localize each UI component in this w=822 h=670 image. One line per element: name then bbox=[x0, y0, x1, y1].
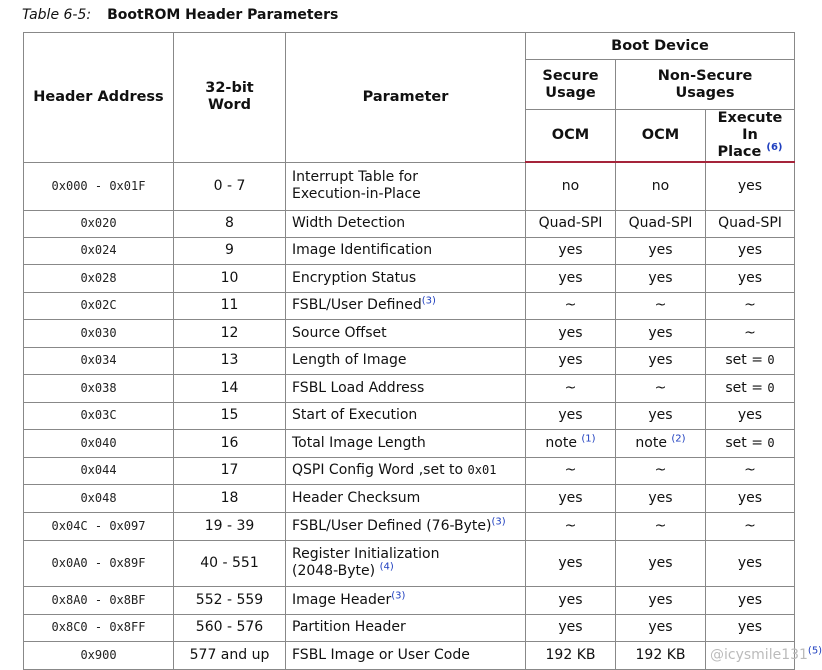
nonsecure-ocm-value: yes bbox=[648, 489, 673, 506]
table-header bbox=[24, 33, 795, 163]
secure-ocm-cell bbox=[526, 162, 616, 210]
nonsecure-ocm-value: Quad-SPI bbox=[628, 215, 693, 231]
parameter-text: Total Image Length bbox=[292, 434, 426, 451]
header-address-cell: 0x048 bbox=[24, 484, 174, 512]
header-address-cell: 0x020 bbox=[24, 210, 174, 237]
word-cell: 9 bbox=[174, 237, 286, 264]
xip-value-code: 0 bbox=[767, 380, 775, 395]
secure-ocm-value: ~ bbox=[564, 517, 577, 534]
table-title: BootROM Header Parameters bbox=[107, 7, 339, 23]
xip-footnote: (6) bbox=[766, 142, 783, 154]
parameter-text: Length of Image bbox=[292, 352, 407, 368]
parameter-cell bbox=[286, 292, 526, 319]
nonsecure-ocm-cell bbox=[616, 347, 706, 374]
xip-heading-line1: Execute In bbox=[717, 110, 783, 143]
xip-value: ~ bbox=[744, 462, 756, 478]
header-address-cell: 0x040 bbox=[24, 429, 174, 457]
header-address-cell: 0x028 bbox=[24, 264, 174, 292]
secure-ocm-value: ~ bbox=[564, 462, 577, 478]
word-cell: 19 - 39 bbox=[174, 512, 286, 540]
xip-cell bbox=[706, 264, 795, 292]
word-cell: 12 bbox=[174, 319, 286, 347]
xip-value: yes bbox=[737, 242, 763, 258]
nonsecure-ocm-value: ~ bbox=[654, 379, 667, 396]
secure-ocm-cell bbox=[526, 641, 616, 669]
parameter-text: Image Identification bbox=[292, 242, 433, 258]
header-address-cell: 0x02C bbox=[24, 292, 174, 319]
xip-value: yes bbox=[737, 489, 763, 506]
parameter-text: Encryption Status bbox=[292, 269, 417, 286]
parameter-cell bbox=[286, 586, 526, 614]
nonsecure-ocm-value: ~ bbox=[654, 517, 667, 534]
header-address-cell: 0x044 bbox=[24, 457, 174, 484]
parameter-cell bbox=[286, 429, 526, 457]
table-row bbox=[24, 429, 795, 457]
xip-cell bbox=[706, 237, 795, 264]
word-heading-line1: 32-bit bbox=[205, 80, 254, 97]
word-heading-line2: Word bbox=[208, 97, 251, 114]
word-cell: 11 bbox=[174, 292, 286, 319]
word-heading bbox=[174, 33, 286, 163]
table-row bbox=[24, 484, 795, 512]
secure-ocm-value: yes bbox=[558, 324, 583, 341]
xip-value: yes bbox=[737, 269, 763, 286]
nonsecure-ocm-value: yes bbox=[648, 242, 673, 258]
word-cell: 17 bbox=[174, 457, 286, 484]
nonsecure-ocm-footnote: (2) bbox=[671, 432, 686, 444]
table-row bbox=[24, 586, 795, 614]
nonsecure-ocm-value: no bbox=[651, 177, 670, 194]
secure-ocm-cell bbox=[526, 540, 616, 586]
secure-heading-line1: Secure bbox=[542, 67, 599, 84]
nonsecure-ocm-value: yes bbox=[648, 554, 673, 571]
secure-ocm-cell bbox=[526, 429, 616, 457]
parameter-cell bbox=[286, 162, 526, 210]
parameter-cell bbox=[286, 319, 526, 347]
table-row bbox=[24, 319, 795, 347]
secure-ocm-value: yes bbox=[558, 352, 583, 368]
nonsecure-ocm-value: ~ bbox=[654, 462, 667, 478]
nonsecure-ocm-cell bbox=[616, 264, 706, 292]
nonsecure-ocm-value: note bbox=[635, 434, 672, 451]
parameter-cell bbox=[286, 457, 526, 484]
parameter-footnote: (3) bbox=[491, 515, 506, 527]
secure-ocm-value: ~ bbox=[564, 379, 577, 396]
secure-ocm-value: yes bbox=[558, 269, 583, 286]
nonsecure-ocm-value: yes bbox=[648, 591, 673, 608]
xip-value: ~ bbox=[744, 517, 756, 534]
table-row bbox=[24, 210, 795, 237]
table-row bbox=[24, 457, 795, 484]
xip-value: yes bbox=[737, 554, 763, 571]
secure-ocm-cell bbox=[526, 319, 616, 347]
secure-ocm-cell bbox=[526, 512, 616, 540]
xip-value: ~ bbox=[744, 324, 756, 341]
boot-device-heading: Boot Device bbox=[526, 33, 795, 60]
table-row bbox=[24, 512, 795, 540]
nonsecure-heading-line2: Usages bbox=[675, 84, 735, 101]
xip-footnote: (5) bbox=[807, 644, 822, 656]
word-cell: 560 - 576 bbox=[174, 614, 286, 641]
parameter-text: Source Offset bbox=[292, 324, 387, 341]
xip-value: @icysmile131 bbox=[710, 646, 808, 663]
secure-ocm-cell bbox=[526, 264, 616, 292]
ocm-nonsecure-heading: OCM bbox=[616, 110, 706, 163]
xip-value: ~ bbox=[744, 297, 756, 313]
parameter-text: Start of Execution bbox=[292, 407, 418, 423]
table-body bbox=[24, 162, 822, 669]
parameter-text: Register Initialization bbox=[292, 546, 440, 562]
nonsecure-usages-heading bbox=[616, 60, 795, 110]
table-row bbox=[24, 402, 795, 429]
word-cell: 0 - 7 bbox=[174, 162, 286, 210]
secure-ocm-value: yes bbox=[558, 242, 583, 258]
nonsecure-ocm-cell bbox=[616, 586, 706, 614]
parameter-text-line2: Execution-in-Place bbox=[292, 186, 421, 202]
xip-value: yes bbox=[737, 407, 763, 423]
nonsecure-ocm-cell bbox=[616, 457, 706, 484]
table-number: Table 6-5: bbox=[22, 7, 92, 23]
secure-ocm-value: yes bbox=[558, 407, 583, 423]
secure-ocm-cell bbox=[526, 374, 616, 402]
secure-ocm-value: Quad-SPI bbox=[538, 215, 603, 231]
xip-cell bbox=[706, 210, 795, 237]
xip-value: set = bbox=[725, 352, 768, 368]
header-address-heading: Header Address bbox=[24, 33, 174, 163]
header-address-cell: 0x03C bbox=[24, 402, 174, 429]
secure-ocm-value: note bbox=[545, 434, 582, 451]
secure-usage-heading bbox=[526, 60, 616, 110]
nonsecure-ocm-value: yes bbox=[648, 619, 673, 635]
parameter-cell bbox=[286, 641, 526, 669]
table-row bbox=[24, 237, 795, 264]
nonsecure-ocm-cell bbox=[616, 374, 706, 402]
parameter-text: QSPI Config Word ,set to bbox=[292, 462, 468, 478]
nonsecure-ocm-cell bbox=[616, 429, 706, 457]
xip-value: Quad-SPI bbox=[718, 215, 782, 231]
word-cell: 14 bbox=[174, 374, 286, 402]
word-cell: 15 bbox=[174, 402, 286, 429]
parameter-heading: Parameter bbox=[286, 33, 526, 163]
parameter-cell bbox=[286, 540, 526, 586]
word-cell: 18 bbox=[174, 484, 286, 512]
xip-cell bbox=[706, 586, 795, 614]
parameter-code: 0x01 bbox=[467, 463, 497, 477]
secure-ocm-value: yes bbox=[558, 489, 583, 506]
header-address-cell: 0x8A0 - 0x8BF bbox=[24, 586, 174, 614]
header-address-cell: 0x000 - 0x01F bbox=[24, 162, 174, 210]
nonsecure-ocm-cell bbox=[616, 162, 706, 210]
nonsecure-ocm-value: yes bbox=[648, 352, 673, 368]
xip-heading bbox=[706, 110, 795, 163]
parameter-text: Partition Header bbox=[292, 619, 406, 635]
xip-cell bbox=[706, 374, 795, 402]
nonsecure-heading-line1: Non-Secure bbox=[657, 67, 753, 84]
xip-cell bbox=[706, 641, 822, 669]
xip-cell bbox=[706, 292, 795, 319]
secure-ocm-value: yes bbox=[558, 554, 583, 571]
parameter-text: FSBL/User Defined (76-Byte) bbox=[292, 517, 492, 534]
secure-ocm-cell bbox=[526, 347, 616, 374]
secure-ocm-cell bbox=[526, 586, 616, 614]
secure-ocm-value: ~ bbox=[564, 297, 577, 313]
secure-heading-line2: Usage bbox=[545, 84, 596, 101]
secure-ocm-cell bbox=[526, 614, 616, 641]
header-address-cell: 0x0A0 - 0x89F bbox=[24, 540, 174, 586]
xip-cell bbox=[706, 162, 795, 210]
header-address-cell: 0x024 bbox=[24, 237, 174, 264]
table-row bbox=[24, 264, 795, 292]
nonsecure-ocm-cell bbox=[616, 641, 706, 669]
ocm-secure-heading: OCM bbox=[526, 110, 616, 163]
bootrom-header-table bbox=[23, 32, 822, 670]
xip-cell bbox=[706, 614, 795, 641]
table-row bbox=[24, 641, 795, 669]
xip-value-code: 0 bbox=[767, 435, 775, 450]
parameter-footnote: (3) bbox=[391, 589, 406, 601]
secure-ocm-cell bbox=[526, 402, 616, 429]
parameter-text: Width Detection bbox=[292, 215, 406, 231]
parameter-cell bbox=[286, 614, 526, 641]
nonsecure-ocm-value: yes bbox=[648, 324, 673, 341]
xip-cell bbox=[706, 402, 795, 429]
table-row bbox=[24, 162, 795, 210]
parameter-cell bbox=[286, 374, 526, 402]
xip-cell bbox=[706, 429, 795, 457]
word-cell: 13 bbox=[174, 347, 286, 374]
header-address-cell: 0x8C0 - 0x8FF bbox=[24, 614, 174, 641]
word-cell: 577 and up bbox=[174, 641, 286, 669]
table-row bbox=[24, 614, 795, 641]
xip-cell bbox=[706, 540, 795, 586]
secure-ocm-cell bbox=[526, 237, 616, 264]
nonsecure-ocm-cell bbox=[616, 540, 706, 586]
secure-ocm-value: 192 KB bbox=[545, 646, 596, 663]
header-address-cell: 0x038 bbox=[24, 374, 174, 402]
nonsecure-ocm-value: ~ bbox=[654, 297, 667, 313]
parameter-text: Header Checksum bbox=[292, 489, 421, 506]
xip-heading-line2: Place bbox=[717, 144, 762, 160]
parameter-text: Image Header bbox=[292, 591, 392, 608]
parameter-footnote: (3) bbox=[421, 295, 436, 307]
parameter-text: FSBL Image or User Code bbox=[292, 646, 470, 663]
nonsecure-ocm-cell bbox=[616, 237, 706, 264]
word-cell: 10 bbox=[174, 264, 286, 292]
nonsecure-ocm-cell bbox=[616, 512, 706, 540]
table-row bbox=[24, 374, 795, 402]
header-address-cell: 0x030 bbox=[24, 319, 174, 347]
xip-cell bbox=[706, 319, 795, 347]
parameter-cell bbox=[286, 484, 526, 512]
parameter-text-line2: (2048-Byte) bbox=[292, 563, 380, 579]
xip-value: set = bbox=[725, 379, 768, 396]
nonsecure-ocm-cell bbox=[616, 319, 706, 347]
nonsecure-ocm-cell bbox=[616, 292, 706, 319]
table-caption bbox=[22, 5, 338, 25]
word-cell: 552 - 559 bbox=[174, 586, 286, 614]
nonsecure-ocm-value: yes bbox=[648, 269, 673, 286]
xip-value: set = bbox=[725, 434, 768, 451]
xip-value: yes bbox=[737, 591, 763, 608]
parameter-cell bbox=[286, 512, 526, 540]
xip-value-code: 0 bbox=[767, 353, 775, 367]
secure-ocm-cell bbox=[526, 292, 616, 319]
table-row bbox=[24, 292, 795, 319]
header-address-cell: 0x034 bbox=[24, 347, 174, 374]
xip-cell bbox=[706, 457, 795, 484]
secure-ocm-cell bbox=[526, 457, 616, 484]
secure-ocm-cell bbox=[526, 210, 616, 237]
nonsecure-ocm-cell bbox=[616, 402, 706, 429]
word-cell: 8 bbox=[174, 210, 286, 237]
xip-cell bbox=[706, 347, 795, 374]
xip-cell bbox=[706, 484, 795, 512]
nonsecure-ocm-value: yes bbox=[648, 407, 673, 423]
secure-ocm-value: yes bbox=[558, 591, 583, 608]
parameter-footnote: (4) bbox=[379, 561, 394, 573]
parameter-cell bbox=[286, 347, 526, 374]
secure-ocm-cell bbox=[526, 484, 616, 512]
nonsecure-ocm-cell bbox=[616, 484, 706, 512]
parameter-text: Interrupt Table for bbox=[292, 169, 418, 185]
table-row bbox=[24, 347, 795, 374]
secure-ocm-footnote: (1) bbox=[581, 432, 596, 444]
parameter-cell bbox=[286, 264, 526, 292]
parameter-cell bbox=[286, 210, 526, 237]
word-cell: 16 bbox=[174, 429, 286, 457]
nonsecure-ocm-cell bbox=[616, 210, 706, 237]
header-address-cell: 0x04C - 0x097 bbox=[24, 512, 174, 540]
secure-ocm-value: yes bbox=[558, 619, 583, 635]
xip-cell bbox=[706, 512, 795, 540]
nonsecure-ocm-value: 192 KB bbox=[635, 646, 686, 663]
nonsecure-ocm-cell bbox=[616, 614, 706, 641]
header-address-cell: 0x900 bbox=[24, 641, 174, 669]
table-row bbox=[24, 540, 795, 586]
parameter-text: FSBL Load Address bbox=[292, 379, 425, 396]
parameter-text: FSBL/User Defined bbox=[292, 297, 422, 313]
secure-ocm-value: no bbox=[561, 177, 580, 194]
xip-value: yes bbox=[737, 619, 763, 635]
word-cell: 40 - 551 bbox=[174, 540, 286, 586]
parameter-cell bbox=[286, 402, 526, 429]
xip-value: yes bbox=[737, 177, 763, 194]
parameter-cell bbox=[286, 237, 526, 264]
